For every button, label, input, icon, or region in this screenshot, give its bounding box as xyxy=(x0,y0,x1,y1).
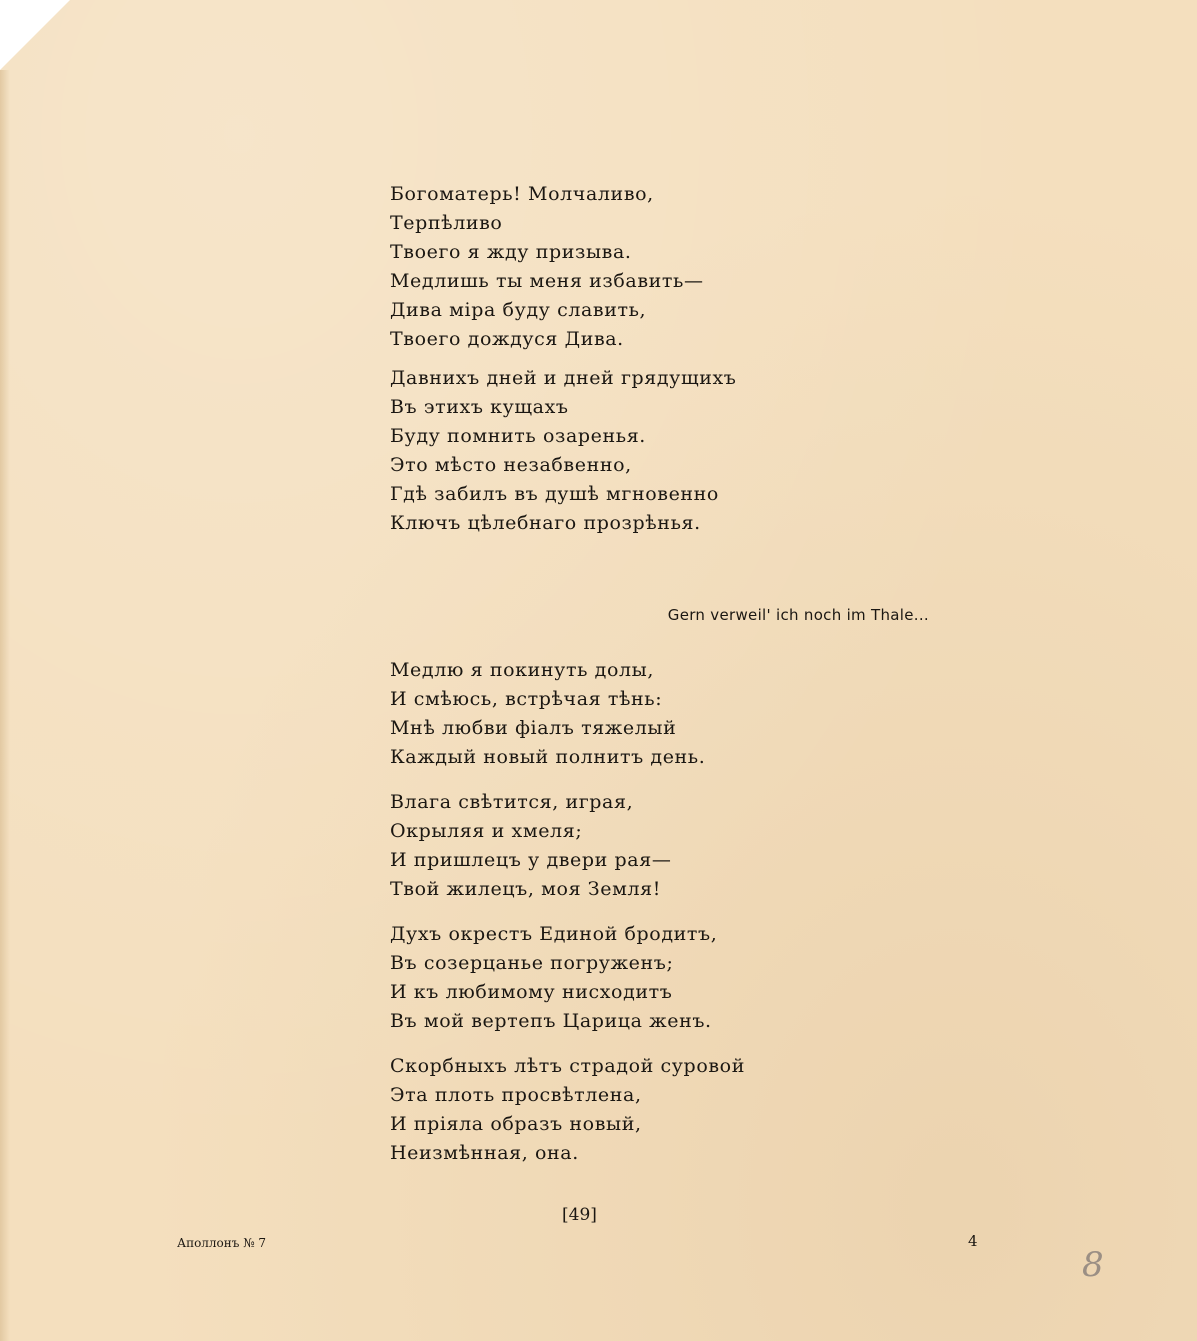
poem-line: Каждый новый полнитъ день. xyxy=(390,746,706,768)
stanza xyxy=(390,788,745,904)
stanza xyxy=(390,1052,745,1168)
page-number: [49] xyxy=(562,1205,597,1225)
handwritten-pencil-mark: 8 xyxy=(1082,1245,1104,1285)
stanza xyxy=(390,364,736,538)
stanza xyxy=(390,920,745,1036)
poem-part-1 xyxy=(390,180,736,538)
poem-line: Буду помнить озаренья. xyxy=(390,425,646,447)
poem-line: Эта плоть просвѣтлена, xyxy=(390,1084,642,1106)
poem-line: Медлю я покинуть долы, xyxy=(390,659,655,681)
stanza xyxy=(390,180,736,354)
poem-line: Неизмѣнная, она. xyxy=(390,1142,579,1164)
poem-line: Въ мой вертепъ Царица женъ. xyxy=(390,1010,712,1032)
epigraph: Gern verweil' ich noch im Thale... xyxy=(667,606,929,624)
poem-line: Это мѣсто незабвенно, xyxy=(390,454,632,476)
poem-line: Мнѣ любви фіалъ тяжелый xyxy=(390,717,677,739)
poem-line: Окрыляя и хмеля; xyxy=(390,820,583,842)
poem-line: Терпѣливо xyxy=(390,212,503,234)
poem-line: Твой жилецъ, моя Земля! xyxy=(390,878,661,900)
stanza xyxy=(390,656,745,772)
poem-line: Богоматерь! Молчаливо, xyxy=(390,183,654,205)
dog-eared-corner xyxy=(0,0,70,70)
page-edge-shadow xyxy=(0,70,10,1341)
poem-line: Въ созерцанье погруженъ; xyxy=(390,952,674,974)
poem-line: Медлишь ты меня избавить— xyxy=(390,270,704,292)
poem-line: Влага свѣтится, играя, xyxy=(390,791,634,813)
poem-line: И пріяла образъ новый, xyxy=(390,1113,642,1135)
poem-line: И пришлецъ у двери рая— xyxy=(390,849,672,871)
poem-line: Давнихъ дней и дней грядущихъ xyxy=(390,367,737,389)
poem-line: Твоего дождуся Дива. xyxy=(390,328,624,350)
poem-line: И смѣюсь, встрѣчая тѣнь: xyxy=(390,688,663,710)
footer-journal-issue: Аполлонъ № 7 xyxy=(177,1236,267,1250)
poem-part-2 xyxy=(390,656,745,1168)
poem-line: И къ любимому нисходитъ xyxy=(390,981,673,1003)
poem-line: Духъ окрестъ Единой бродитъ, xyxy=(390,923,718,945)
poem-line: Твоего я жду призыва. xyxy=(390,241,632,263)
poem-line: Скорбныхъ лѣтъ страдой суровой xyxy=(390,1055,745,1077)
poem-line: Дива міра буду славить, xyxy=(390,299,647,321)
poem-line: Въ этихъ кущахъ xyxy=(390,396,569,418)
poem-line: Гдѣ забилъ въ душѣ мгновенно xyxy=(390,483,719,505)
poem-line: Ключъ цѣлебнаго прозрѣнья. xyxy=(390,512,701,534)
footer-signature-number: 4 xyxy=(968,1232,978,1250)
